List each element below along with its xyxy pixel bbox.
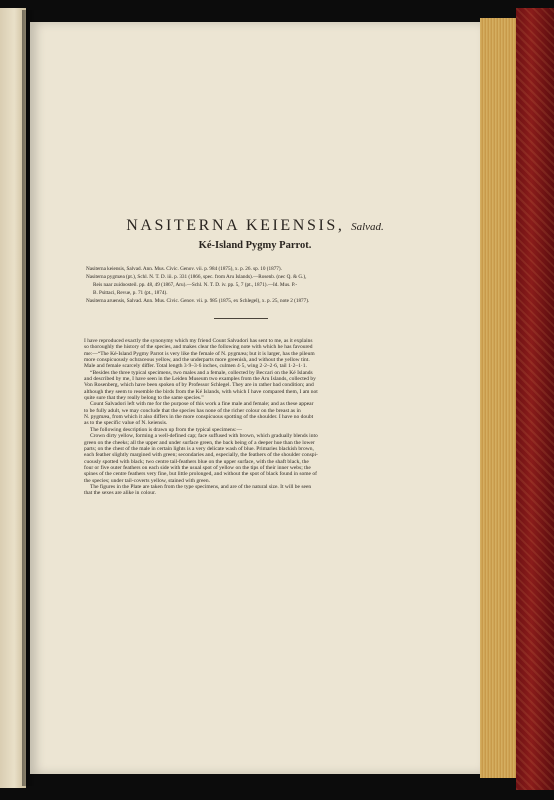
body-line: I have reproduced exactly the synonymy which my friend Count Salvadori has sent to me, as it explains [84,338,313,344]
body-line: and described by me, I have seen in the Leiden Museum two examples from the Aru Islands, collected by [84,376,316,383]
body-line: The figures in the Plate are taken from the type specimens, and are of the natural size. It will be seen [90,483,312,490]
body-line: parts; on the chest of the male in certain lights is a very delicate wash of blue. Primaries blackish brown, [84,445,314,452]
body-line: four or five outer feathers on each side with the usual spot of yellow on the tips of their inner webs; the [84,464,311,471]
synonymy-line: Nasiterna aruensis, Salvad. Ann. Mus. Civic. Genov. vii. p. 985 (1875, ex Schlegel), x. p. 25, note 2 (1877). [86,298,310,304]
body-line: The following description is drawn up from the typical specimens:— [90,426,242,433]
common-name: Ké-Island Pygmy Parrot. [198,240,312,251]
body-line: Male and female scarcely differ. Total length 3·9–3·6 inches, culmen 4·5, wing 2·2–2·6, tail 1·2–1·1. [84,363,307,370]
body-line: N. pygmæa, from which it also differs in the more conspicuous spotting of the shoulder. I have no doubt [84,414,314,421]
species-title [30,217,480,235]
synonymy-line: Reis naar zuidoosteil. pp. 48, 49 (1867, Aru).—Schl. N. T. D. iv. pp. 5, 7 (pt., 1871).—Id. Mus. P.- [93,282,298,288]
body-line: quite sure that they really belong to the same species.” [84,395,204,402]
body-line: more conspicuously ochraceous yellow, and the underparts more greenish, and without the yellow tint. [84,357,310,364]
book-cover-spine [516,8,554,790]
body-line: so thoroughly the history of the species, and makes clear the following note with which he has favoured [84,344,313,351]
synonymy-line: Nasiterna keiensis, Salvad. Ann. Mus. Civic. Genov. vii. p. 984 (1875), x. p. 26. sp. 10 (1877). [86,266,282,272]
body-line: although they seem to resemble the birds from the Ké Islands, with which I have compared them, I am not [84,388,318,395]
body-text [84,338,414,497]
body-line: Count Salvadori left with me for the purpose of this work a fine male and female; and as these appear [90,401,314,408]
body-line: Von Rosenberg, which have been spoken of by Professor Schlegel. They are in rather bad condition; and [84,382,314,389]
species-author: Salvad. [351,221,384,233]
body-line: as to the specific value of N. keiensis. [84,420,168,427]
body-line: to be fully adult, we may conclude that the species has none of the richer colour on the breast as in [84,407,301,414]
body-line: cuously spotted with black; two centre tail-feathers blue on the upper surface, with the shaft black, the [84,458,309,465]
section-divider [214,318,268,319]
body-line: Crown dirty yellow, forming a well-defined cap; face suffused with brown, which gradually blends into [90,433,318,440]
body-line: green on the cheeks; all the upper and under surface green, the back being of a deeper hue than the lower [84,439,315,446]
body-line: each feather slightly margined with green; secondaries and, especially, the feathers of the shoulder conspi- [84,452,318,459]
body-line: that the sexes are alike in colour. [84,490,156,497]
species-name: NASITERNA KEIENSIS, [126,217,345,234]
body-line: the species; under tail-coverts yellow, stained with green. [84,477,210,484]
page-edges-gilt [480,18,516,778]
body-line: “Besides the three typical specimens, two males and a female, collected by Beccari on the Ké Islands [90,369,313,376]
synonymy-line: B. Psittaci, Revue, p. 71 (pt., 1874). [93,290,168,296]
body-line: spines of the centre feathers very fine, but little prolonged, and without the spot of black found in some of [84,471,317,478]
synonymy-line: Nasiterna pygmæa (pt.), Schl. N. T. D. iii. p. 331 (1866, spec. from Aru Islands).—Rosenb. (nec Q. & G.), [86,274,307,280]
body-line: me:—“The Ké-Island Pygmy Parrot is very like the female of N. pygmæa; but it is larger, has the pileum [84,350,315,357]
